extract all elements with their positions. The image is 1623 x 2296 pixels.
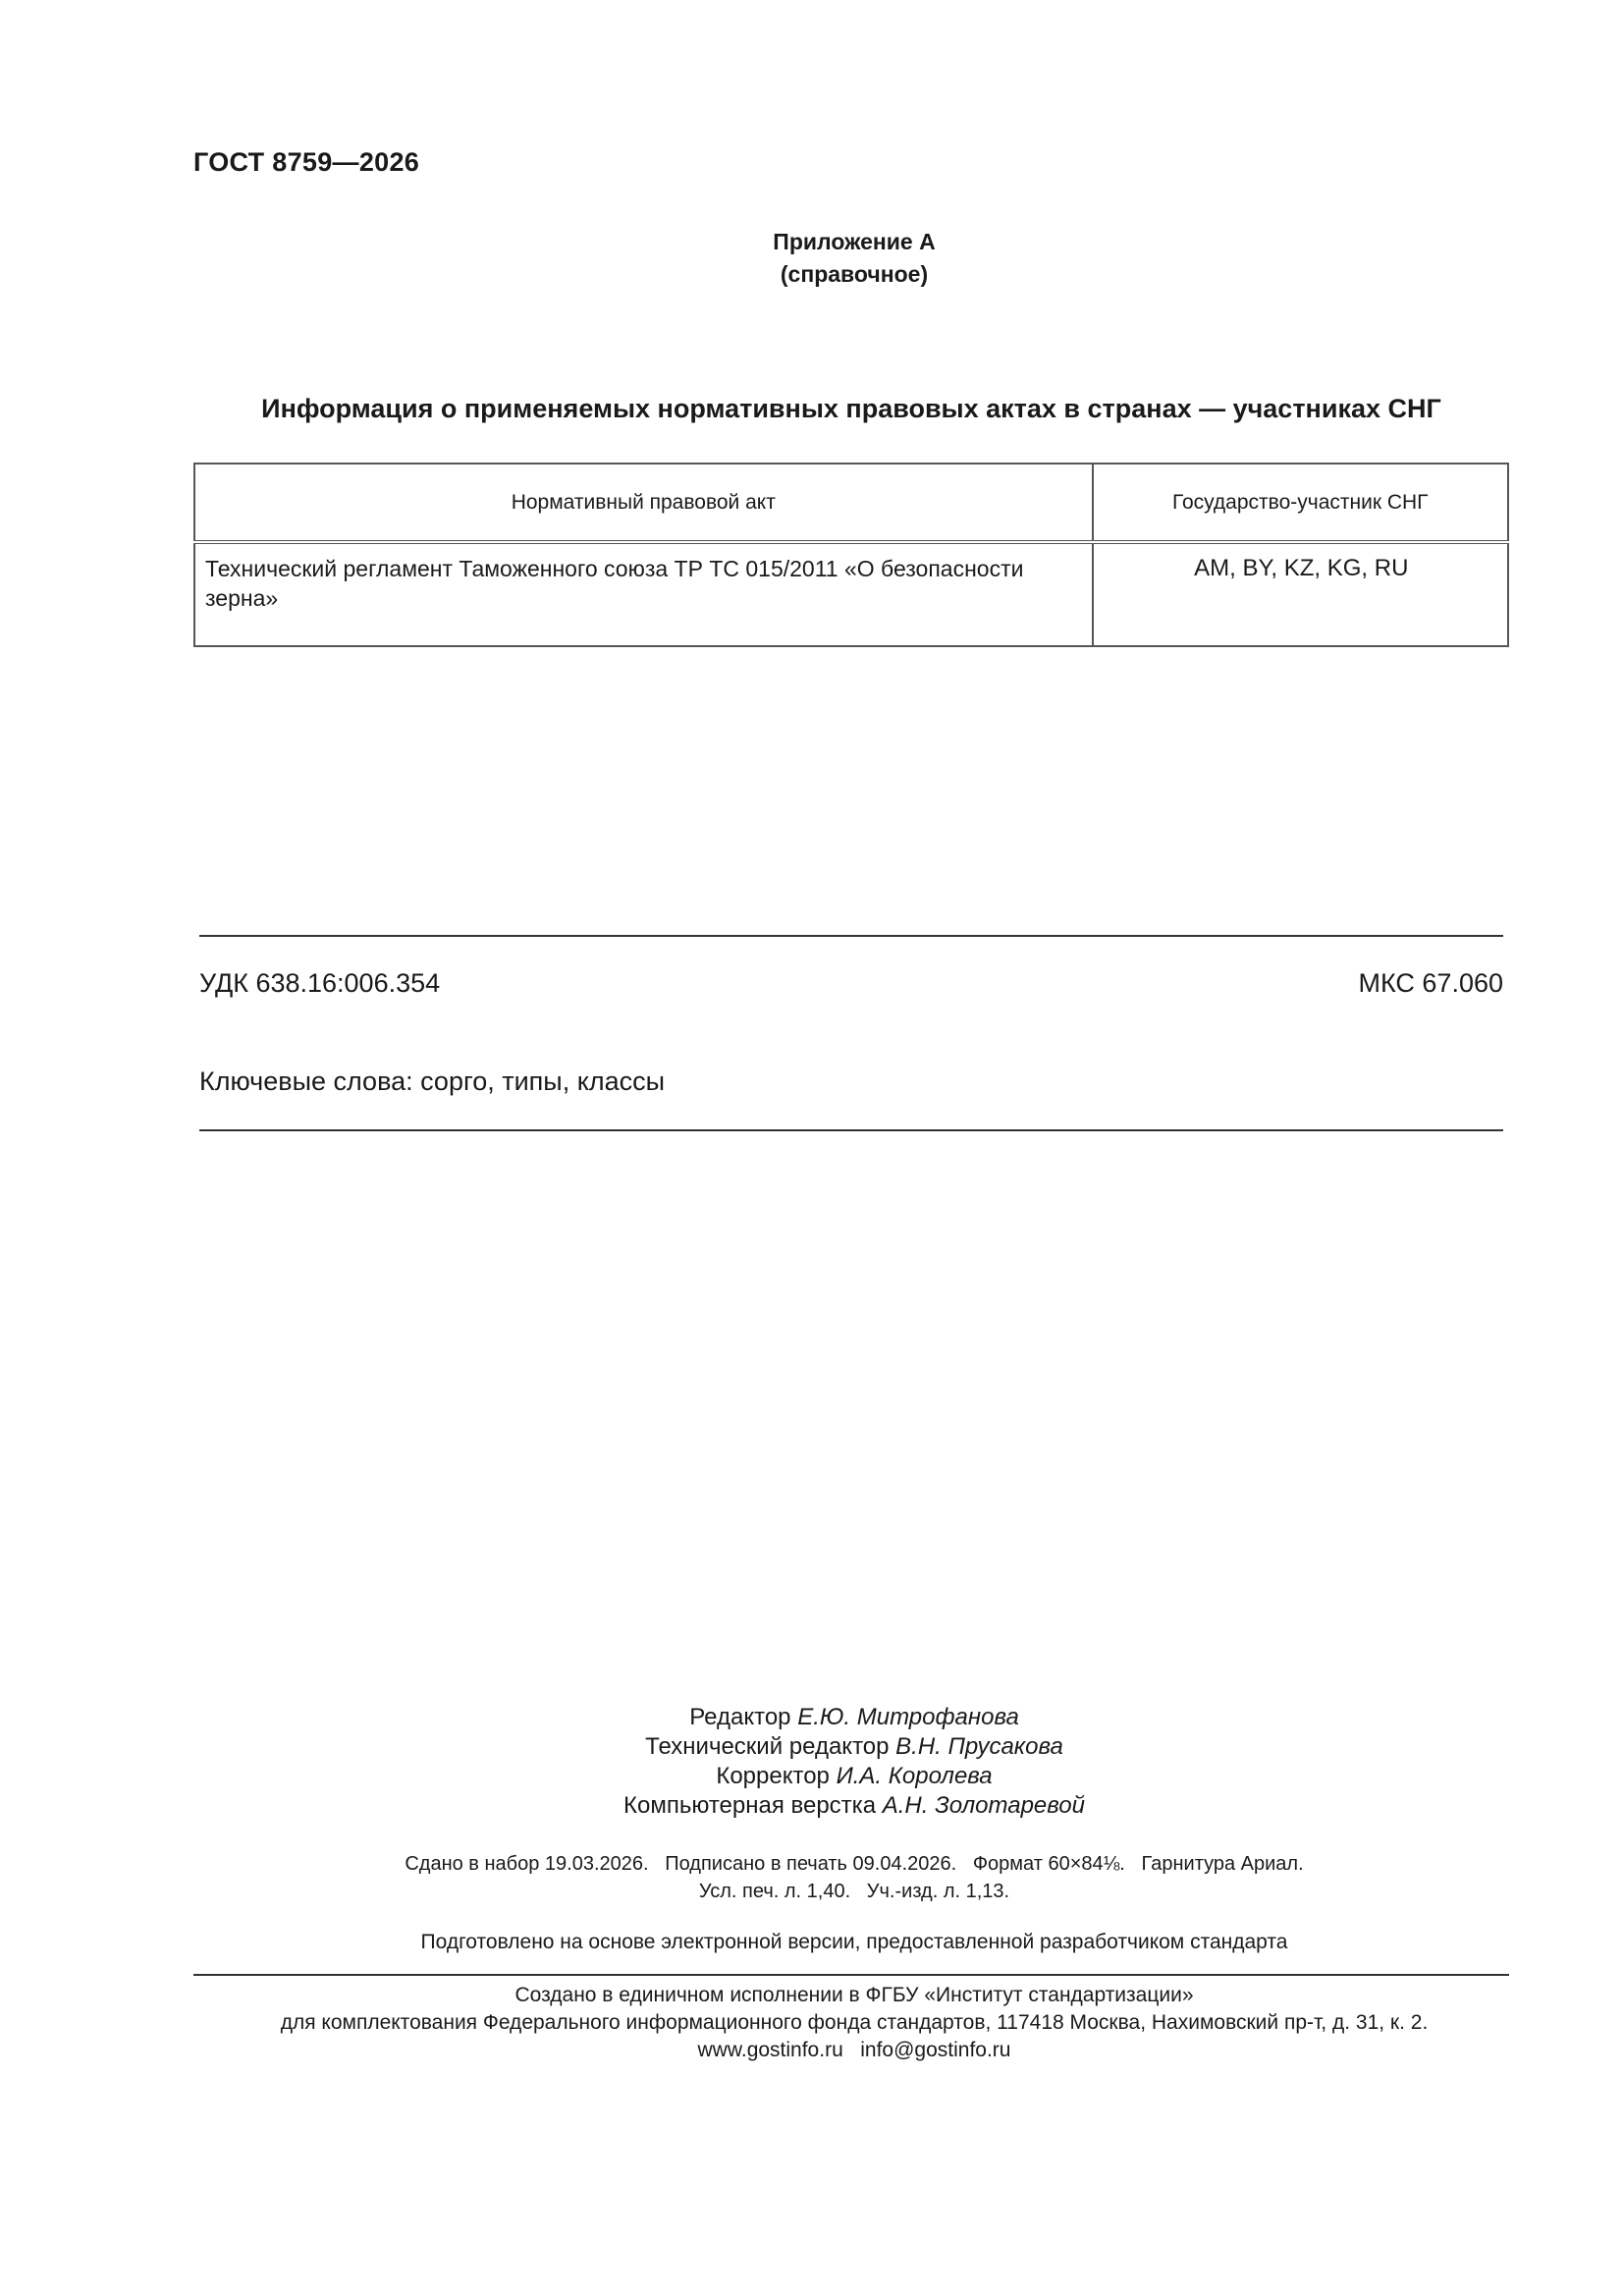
print-info-line: Сдано в набор 19.03.2026. Подписано в печать 09.04.2026. Формат 60×84⅛. Гарнитура Ариал.: [405, 1853, 1304, 1875]
annex-title: Приложение А: [773, 229, 936, 254]
credit-name: А.Н. Золотаревой: [882, 1792, 1085, 1819]
document-id: ГОСТ 8759—2026: [193, 147, 420, 177]
table-header-row: [194, 464, 1508, 542]
divider-keywords: [199, 1129, 1503, 1131]
publisher-line: Создано в единичном исполнении в ФГБУ «Институт стандартизации»: [514, 1984, 1194, 2006]
publisher-line: для комплектования Федерального информационного фонда стандартов, 117418 Москва, Нахимовский пр-т, д. 31, к. 2.: [280, 2011, 1429, 2034]
divider-publisher: [193, 1974, 1509, 1976]
prepared-note: Подготовлено на основе электронной версии, предоставленной разработчиком стандарта: [420, 1931, 1288, 1953]
credit-role: Компьютерная верстка: [623, 1792, 877, 1819]
credits-block: [0, 1703, 1623, 1821]
credit-layout: [0, 1791, 1623, 1821]
print-info-line: Усл. печ. л. 1,40. Уч.-изд. л. 1,13.: [698, 1881, 1010, 1902]
credit-role: Корректор: [716, 1763, 830, 1789]
table-title: Информация о применяемых нормативных правовых актах в странах — участниках СНГ: [261, 394, 1441, 423]
print-info: [0, 1850, 1623, 1905]
table-row: [194, 542, 1508, 646]
credit-name: И.А. Королева: [836, 1763, 993, 1789]
credit-role: Технический редактор: [645, 1733, 890, 1760]
credit-name: В.Н. Прусакова: [895, 1733, 1063, 1760]
credit-name: Е.Ю. Митрофанова: [797, 1704, 1019, 1730]
column-header-act: Нормативный правовой акт: [194, 464, 1093, 542]
publisher-info: [0, 1982, 1623, 2064]
credit-tech-editor: [0, 1732, 1623, 1762]
legal-acts-table: [193, 463, 1509, 647]
credit-proofreader: [0, 1762, 1623, 1791]
cell-countries: AM, BY, KZ, KG, RU: [1093, 542, 1508, 646]
credit-role: Редактор: [689, 1704, 791, 1730]
credit-editor: [0, 1703, 1623, 1732]
mks-code: МКС 67.060: [1358, 968, 1503, 998]
column-header-country: Государство-участник СНГ: [1093, 464, 1508, 542]
publisher-contacts: www.gostinfo.ru info@gostinfo.ru: [697, 2039, 1011, 2061]
keywords: Ключевые слова: сорго, типы, классы: [199, 1066, 666, 1096]
divider-top: [199, 935, 1503, 937]
cell-act: Технический регламент Таможенного союза ТР ТС 015/2011 «О безопасности зерна»: [194, 542, 1093, 646]
udk-code: УДК 638.16:006.354: [199, 968, 441, 998]
annex-subtitle: (справочное): [780, 261, 929, 287]
